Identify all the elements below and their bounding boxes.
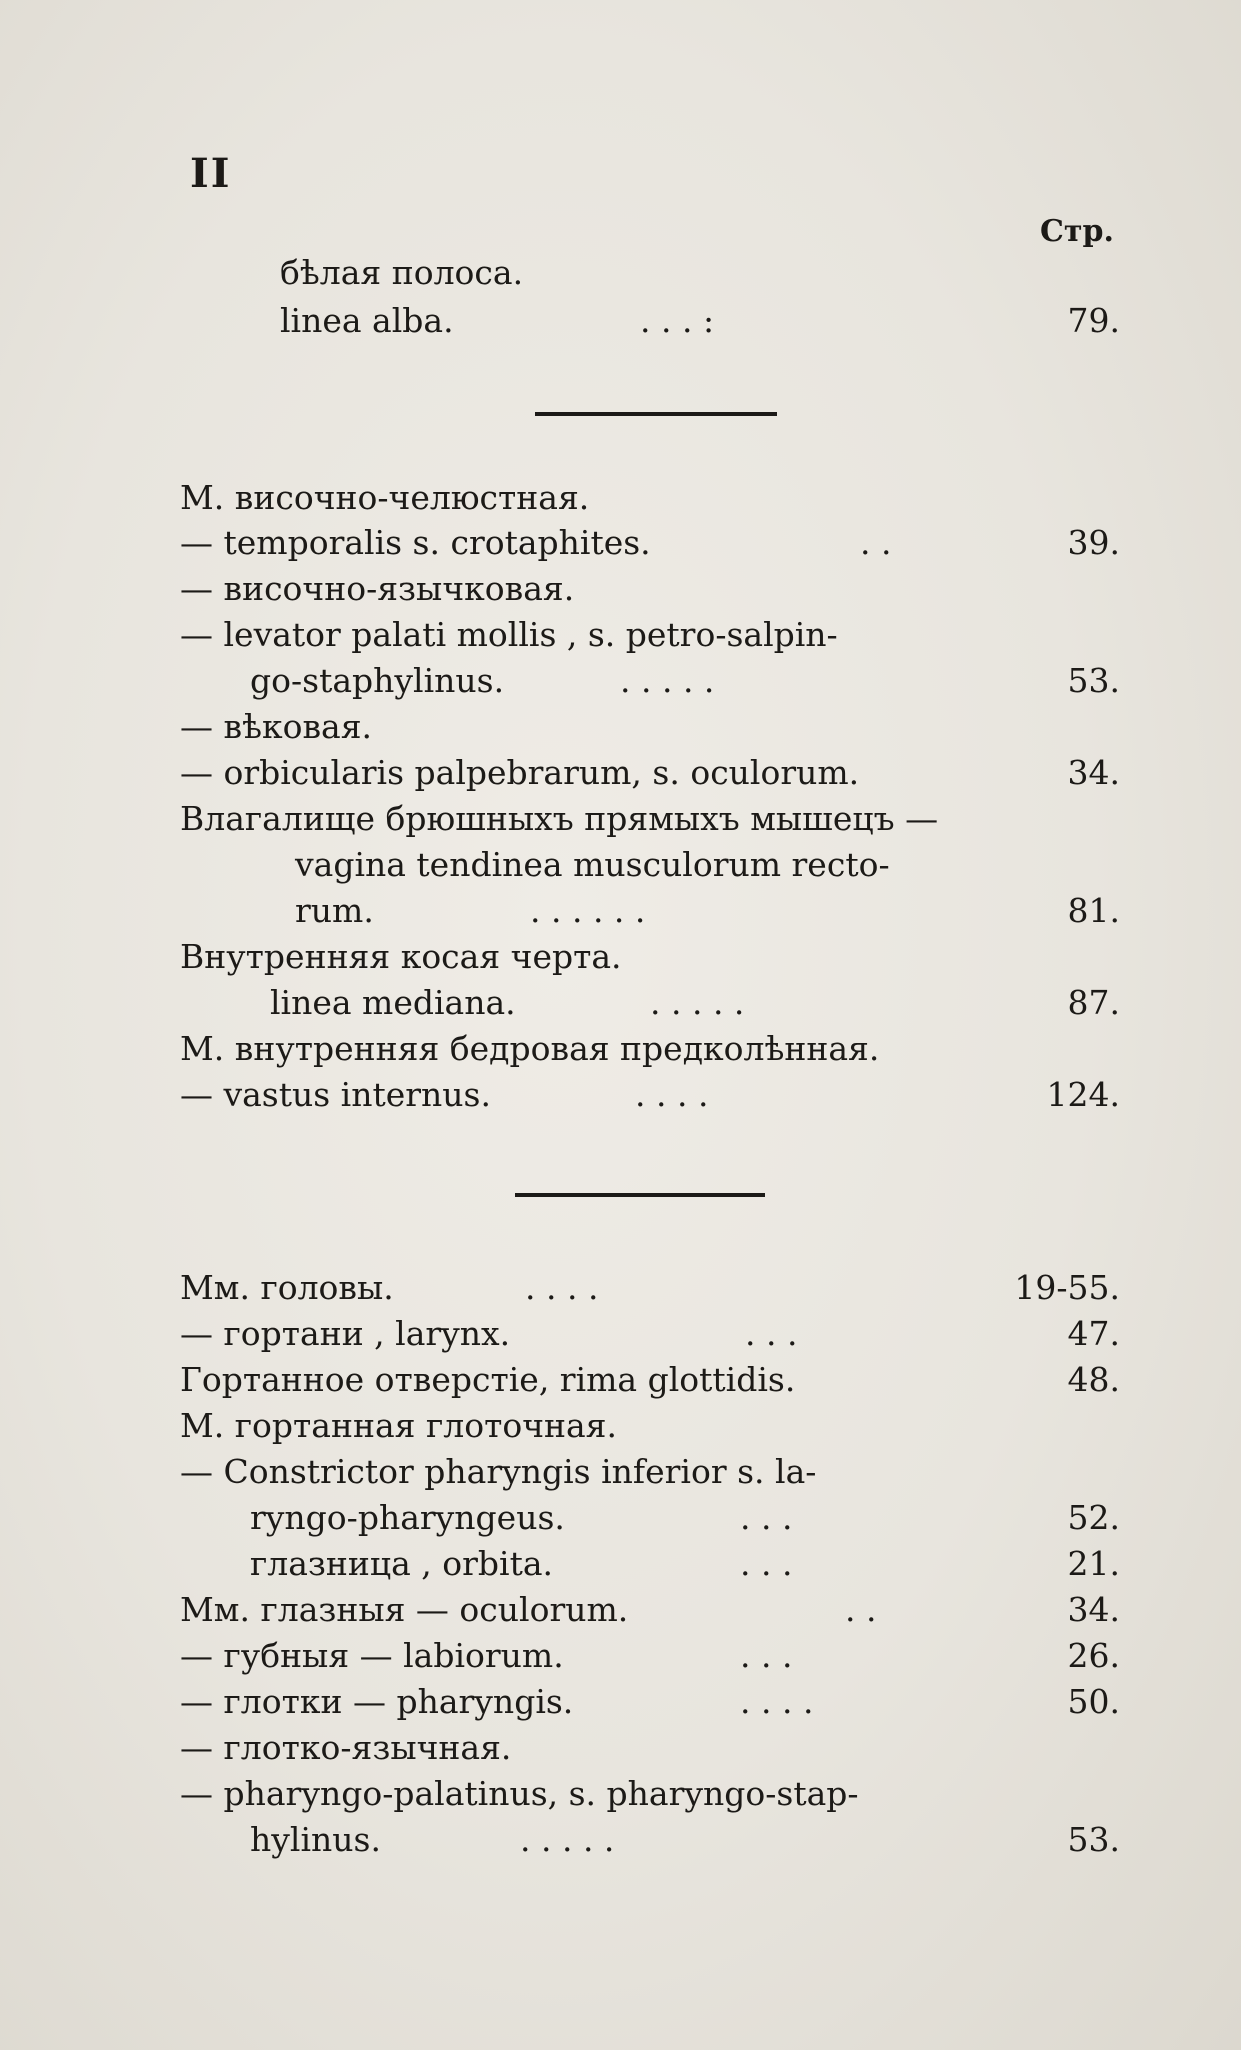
index-line (180, 475, 1120, 521)
index-line (180, 704, 1120, 750)
index-line (180, 1679, 1120, 1725)
index-line (180, 1357, 1120, 1403)
index-entry-text: Гортанное отверстіе, rima glottidis. (180, 1360, 796, 1399)
index-line (180, 566, 1120, 612)
section-divider (515, 1193, 765, 1197)
page-reference: 39. (1067, 523, 1120, 562)
index-entry-text: — temporalis s. crotaphites. (180, 523, 651, 562)
index-entry-text: — levator palati mollis , s. petro-salpin- (180, 615, 838, 654)
index-line (295, 888, 1120, 934)
index-entry-text: Мм. головы. (180, 1268, 394, 1307)
page-reference: 87. (1067, 983, 1120, 1022)
leader-dots: . . (860, 523, 892, 562)
leader-dots: . . . . . (520, 1820, 615, 1859)
page-reference: 48. (1067, 1360, 1120, 1399)
index-line (180, 1072, 1120, 1118)
index-line (180, 1633, 1120, 1679)
page-column-header: Стр. (1040, 214, 1114, 249)
index-line (180, 612, 1120, 658)
index-entry-text: ryngo-pharyngeus. (250, 1498, 565, 1537)
leader-dots: . . . . (740, 1682, 814, 1721)
index-entry-text: — vastus internus. (180, 1075, 491, 1114)
index-line (180, 1725, 1120, 1771)
index-entry-text: бѣлая полоса. (280, 253, 524, 292)
index-entry-text: — вѣковая. (180, 707, 373, 746)
index-line (250, 1541, 1120, 1587)
index-line (270, 980, 1120, 1026)
index-line (180, 1587, 1120, 1633)
index-entry-text: rum. (295, 891, 374, 930)
page-reference: 124. (1046, 1075, 1120, 1114)
index-line (180, 796, 1120, 842)
index-line (180, 1026, 1120, 1072)
leader-dots: . . . . (525, 1268, 599, 1307)
index-entry-text: — глотко-язычная. (180, 1728, 512, 1767)
leader-dots: . . . (745, 1314, 798, 1353)
page-reference: 34. (1067, 753, 1120, 792)
page-reference: 26. (1067, 1636, 1120, 1675)
index-line (180, 934, 1120, 980)
index-entry-text: M. височно-челюстная. (180, 478, 590, 517)
index-entry-text: hylinus. (250, 1820, 381, 1859)
index-entry-text: Мм. глазныя — oculorum. (180, 1590, 629, 1629)
index-line (250, 1817, 1120, 1863)
page-reference: 47. (1067, 1314, 1120, 1353)
index-entry-text: — губныя — labiorum. (180, 1636, 564, 1675)
page-reference: 52. (1067, 1498, 1120, 1537)
leader-dots: . . (845, 1590, 877, 1629)
leader-dots: . . . (740, 1544, 793, 1583)
index-entry-text: vagina tendinea musculorum recto- (295, 845, 890, 884)
index-line (180, 1449, 1120, 1495)
page-reference: 53. (1067, 1820, 1120, 1859)
page-number: II (190, 150, 232, 197)
index-entry-text: — orbicularis palpebrarum, s. oculorum. (180, 753, 860, 792)
index-entry-text: linea alba. (280, 301, 454, 340)
page-reference: 50. (1067, 1682, 1120, 1721)
leader-dots: . . . . (635, 1075, 709, 1114)
index-entry-text: linea mediana. (270, 983, 516, 1022)
index-line (280, 298, 1120, 344)
index-entry-text: M. гортанная глоточная. (180, 1406, 617, 1445)
index-line (180, 750, 1120, 796)
section-divider (535, 412, 777, 416)
leader-dots: . . . . . . (530, 891, 646, 930)
index-line (180, 1403, 1120, 1449)
index-line (180, 1771, 1120, 1817)
leader-dots: . . . : (640, 301, 715, 340)
index-entry-text: Влагалище брюшныхъ прямыхъ мышецъ — (180, 799, 939, 838)
index-entry-text: go-staphylinus. (250, 661, 505, 700)
leader-dots: . . . . . (650, 983, 745, 1022)
leader-dots: . . . . . (620, 661, 715, 700)
index-line (280, 250, 1130, 296)
index-entry-text: M. внутренняя бедровая предколѣнная. (180, 1029, 880, 1068)
index-entry-text: Внутренняя косая черта. (180, 937, 622, 976)
index-line (295, 842, 1120, 888)
leader-dots: . . . (740, 1636, 793, 1675)
index-entry-text: — pharyngo-palatinus, s. pharyngo-stap- (180, 1774, 859, 1813)
page-reference: 34. (1067, 1590, 1120, 1629)
page-reference: 81. (1067, 891, 1120, 930)
index-line (180, 1265, 1120, 1311)
index-entry-text: глазница , orbita. (250, 1544, 554, 1583)
page-reference: 53. (1067, 661, 1120, 700)
index-line (180, 1311, 1120, 1357)
index-line (250, 658, 1120, 704)
leader-dots: . . . (740, 1498, 793, 1537)
index-line (250, 1495, 1120, 1541)
page-reference: 21. (1067, 1544, 1120, 1583)
index-entry-text: — височно-язычковая. (180, 569, 575, 608)
index-line (180, 520, 1120, 566)
index-entry-text: — Constrictor pharyngis inferior s. la- (180, 1452, 817, 1491)
index-entry-text: — гортани , larynx. (180, 1314, 511, 1353)
index-entry-text: — глотки — pharyngis. (180, 1682, 574, 1721)
page-reference: 19-55. (1014, 1268, 1120, 1307)
page-reference: 79. (1067, 301, 1120, 340)
